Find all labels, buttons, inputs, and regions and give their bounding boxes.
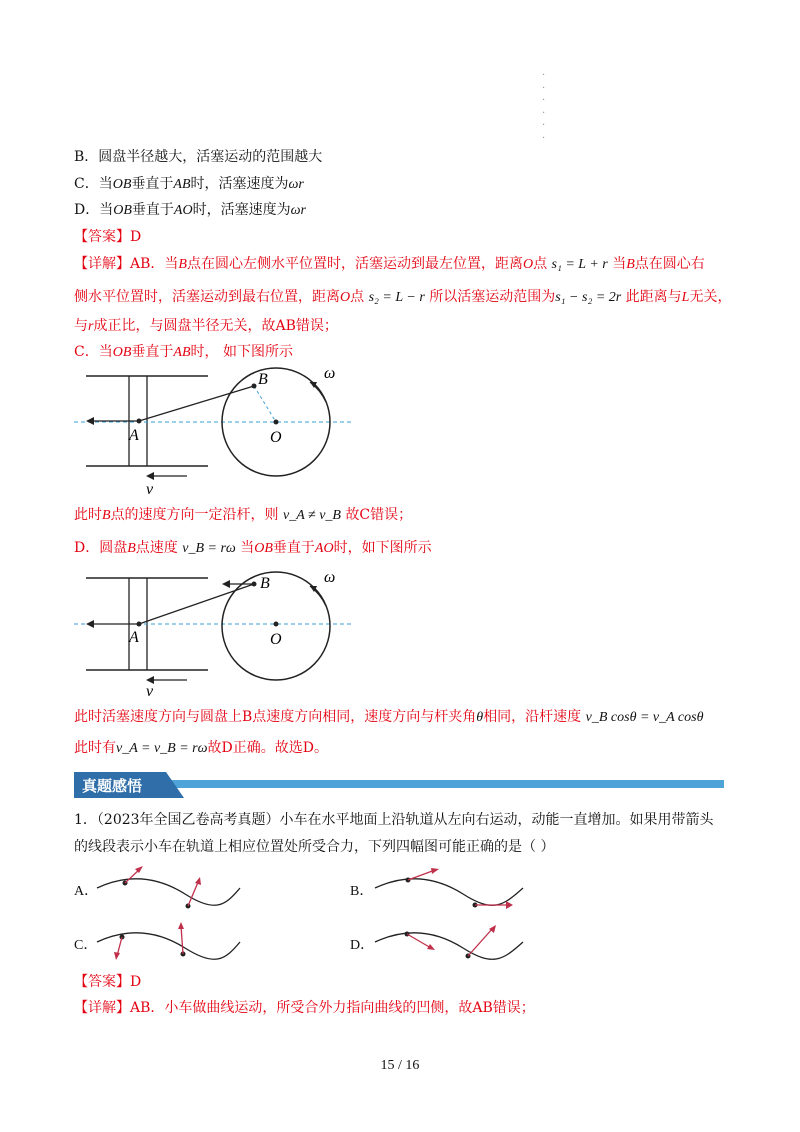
page-number: 15 / 16 — [380, 1058, 420, 1073]
detail-c2: 此时B点的速度方向一定沿杆，则 v_A ≠ v_B 故C错误； — [74, 507, 413, 523]
top-dots: · · · · · · — [542, 70, 546, 144]
curve-a — [95, 860, 245, 916]
section-title: 真题感悟 — [82, 777, 143, 795]
section-banner — [74, 772, 724, 798]
label-o: O — [270, 429, 282, 446]
opt-a-label: A． — [74, 884, 99, 899]
question-line-2: 的线段表示小车在轨道上相应位置处所受合力，下列四幅图可能正确的是（ ） — [74, 839, 555, 855]
label-omega: ω — [324, 569, 336, 586]
answer-2: 【答案】D — [74, 974, 142, 990]
detail-line-1: 【详解】AB．当B点在圆心左侧水平位置时，活塞运动到最左位置，距离O点 s₁ = L + r 当B点在圆心右 — [74, 256, 705, 272]
question-line-1: 1．（2023年全国乙卷高考真题）小车在水平地面上沿轨道从左向右运动，动能一直增加。如果用带箭头 — [74, 812, 714, 828]
label-b: B — [260, 575, 270, 592]
label-o: O — [270, 631, 282, 648]
opt-c-label: C． — [74, 938, 98, 953]
option-c: C．当OB垂直于AB时，活塞速度为ωr — [74, 176, 304, 192]
piston-diagram-1 — [70, 358, 370, 498]
detail-line-2: 侧水平位置时，活塞运动到最右位置，距离O点 s₂ = L − r 所以活塞运动范围为s₁ − s₂ = 2r 此距离与L无关， — [74, 289, 732, 305]
detail-c: C．当OB垂直于AB时， 如下图所示 — [74, 344, 293, 360]
option-b: B．圆盘半径越大，活塞运动的范围越大 — [74, 149, 323, 165]
label-v: v — [146, 683, 154, 700]
label-a: A — [129, 629, 139, 646]
detail-line-3: 与r成正比，与圆盘半径无关，故AB错误； — [74, 318, 338, 334]
option-d: D．当OB垂直于AO时，活塞速度为ωr — [74, 202, 306, 218]
label-a: A — [129, 427, 139, 444]
opt-d-label: D． — [350, 938, 375, 953]
label-v: v — [146, 481, 154, 498]
detail-2: 【详解】AB．小车做曲线运动，所受合外力指向曲线的凹侧，故AB错误； — [74, 1000, 535, 1016]
detail-d: D．圆盘B点速度 v_B = rω 当OB垂直于AO时，如下图所示 — [74, 540, 432, 556]
curve-c — [95, 914, 245, 970]
label-b: B — [258, 371, 268, 388]
detail-d2: 此时活塞速度方向与圆盘上B点速度方向相同，速度方向与杆夹角θ相同，沿杆速度 v_B cosθ = v_A cosθ — [74, 709, 704, 725]
detail-d3: 此时有v_A = v_B = rω故D正确。故选D。 — [74, 740, 328, 756]
answer-1: 【答案】D — [74, 229, 142, 245]
curve-b — [373, 860, 533, 916]
curve-d — [373, 914, 533, 970]
label-omega: ω — [324, 365, 336, 382]
opt-b-label: B． — [350, 884, 374, 899]
piston-diagram-2 — [70, 560, 370, 700]
